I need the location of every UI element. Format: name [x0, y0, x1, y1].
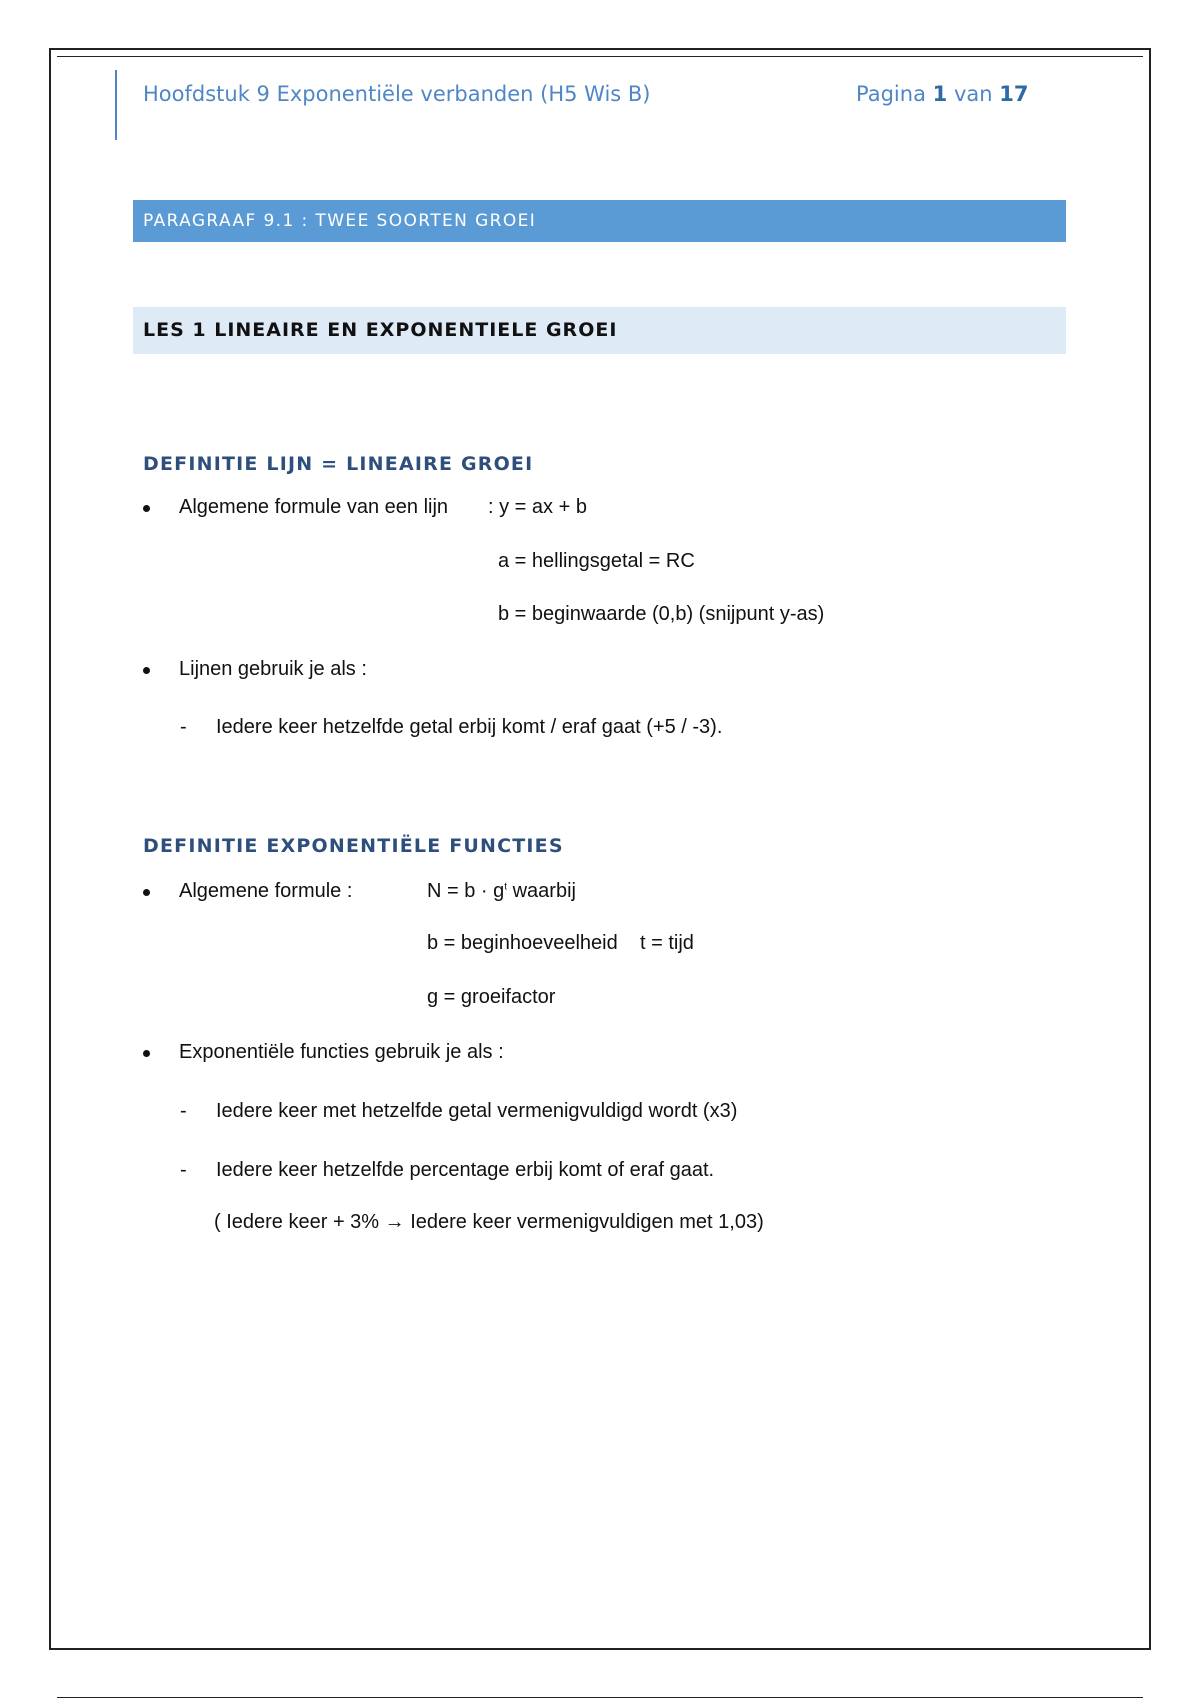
exp-example: ( Iedere keer + 3% → Iedere keer vermenigvuldigen met 1,03): [214, 1211, 764, 1233]
def-exp-heading: DEFINITIE EXPONENTIËLE FUNCTIES: [143, 835, 564, 857]
dash-icon: -: [180, 1159, 187, 1181]
exp-b-definition: b = beginhoeveelheid: [427, 932, 618, 954]
def-line-heading: DEFINITIE LIJN = LINEAIRE GROEI: [143, 453, 534, 475]
lesson-banner: LES 1 LINEAIRE EN EXPONENTIELE GROEI: [133, 307, 1066, 354]
exp-g-definition: g = groeifactor: [427, 986, 556, 1008]
page-current: 1: [932, 82, 948, 106]
line-use-label: Lijnen gebruik je als :: [179, 658, 367, 680]
section-banner: PARAGRAAF 9.1 : TWEE SOORTEN GROEI: [133, 200, 1066, 242]
page-sep: van: [953, 82, 993, 106]
exp-formula-start: N = b · g: [427, 880, 505, 902]
page-total: 17: [999, 82, 1029, 106]
bullet-icon: [143, 667, 150, 674]
page-bottom-rule: [57, 1697, 1143, 1698]
exp-use-item: Iedere keer met hetzelfde getal vermenigvuldigd wordt (x3): [216, 1100, 738, 1122]
line-b-definition: b = beginwaarde (0,b) (snijpunt y-as): [498, 603, 825, 625]
exp-formula-exponent: t: [504, 881, 508, 893]
dash-icon: -: [180, 716, 187, 738]
bullet-icon: [143, 1050, 150, 1057]
exp-t-definition: t = tijd: [640, 932, 694, 954]
exp-use-item: Iedere keer hetzelfde percentage erbij komt of eraf gaat.: [216, 1159, 715, 1181]
exp-formula: [427, 880, 576, 903]
line-formula: : y = ax + b: [488, 496, 587, 518]
header-accent-bar: [115, 70, 117, 140]
bullet-icon: [143, 889, 150, 896]
bullet-icon: [143, 505, 150, 512]
page-prefix: Pagina: [856, 82, 926, 106]
line-use-item: Iedere keer hetzelfde getal erbij komt / eraf gaat (+5 / -3).: [216, 716, 723, 738]
page-number: [856, 82, 1028, 106]
line-formula-label: Algemene formule van een lijn: [179, 496, 449, 518]
exp-use-label: Exponentiële functies gebruik je als :: [179, 1041, 504, 1063]
exp-formula-end: waarbij: [507, 880, 576, 902]
dash-icon: -: [180, 1100, 187, 1122]
page-top-rule: [57, 56, 1143, 57]
line-a-definition: a = hellingsgetal = RC: [498, 550, 695, 572]
header-title: Hoofdstuk 9 Exponentiële verbanden (H5 Wis B): [143, 82, 651, 106]
exp-formula-label: Algemene formule :: [179, 880, 353, 902]
